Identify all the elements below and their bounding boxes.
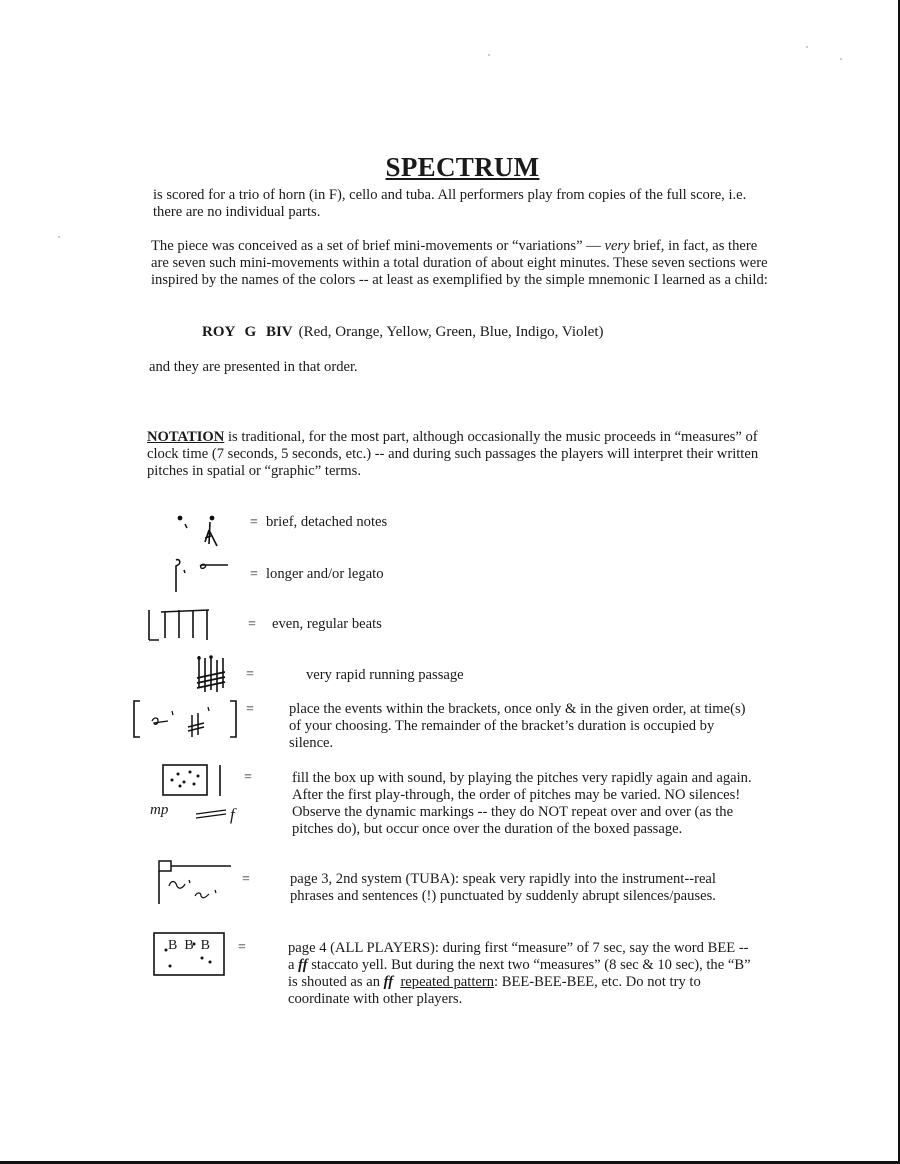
concept-text-cont: brief, in fact, as there are seven such mini-movements within a total duration of about eight minutes. These seven sections were inspired by the names of the colors -- at least as exemplified by the simple mnemonic I learned as a child: xyxy=(151,238,768,288)
regular-beats-icon xyxy=(145,604,211,644)
legend-desc-beats: even, regular beats xyxy=(272,616,382,632)
notation-keyword: NOTATION xyxy=(147,429,225,445)
bee-box-icon xyxy=(150,930,230,980)
legend-desc-soundbox: fill the box up with sound, by playing the pitches very rapidly again and again. After the first play-through, the order of pitches may be varied. NO silences! Observe the dynamic markings -- they do NOT repeat over and over (as the pitches do), but occur once over the duration of the boxed passage. xyxy=(292,770,752,837)
dynamic-mp-marking: mp xyxy=(150,802,169,818)
equals-sign: = xyxy=(238,940,246,955)
legend-desc-bee xyxy=(288,940,753,1008)
equals-sign: = xyxy=(250,567,258,582)
legend-desc-brackets: place the events within the brackets, once only & in the given order, at time(s) of your choosing. The remainder of the bracket’s duration is occupied by silence. xyxy=(289,701,746,751)
bracket-events-icon xyxy=(130,697,242,743)
mnemonic-line xyxy=(202,324,604,341)
notation-paragraph xyxy=(147,429,777,480)
intro-paragraph: is scored for a trio of horn (in F), cello and tuba. All performers play from copies of the full score, i.e. there are no individual parts. xyxy=(153,187,747,220)
dynamic-ff-marking: ff xyxy=(383,974,394,990)
scan-speck xyxy=(806,46,808,48)
legend-desc-legato: longer and/or legato xyxy=(266,566,384,582)
equals-sign: = xyxy=(248,617,256,632)
bee-desc-text-end: : BEE-BEE-BEE, etc. Do not try to coordinate with other players. xyxy=(288,974,701,1007)
scan-speck xyxy=(58,236,60,238)
equals-sign: = xyxy=(250,515,258,530)
concept-paragraph xyxy=(151,238,776,289)
dynamic-ff-marking: ff xyxy=(298,957,308,973)
dynamic-f-marking: f xyxy=(230,805,235,824)
concept-emphasis: very xyxy=(604,238,630,254)
concept-text: The piece was conceived as a set of brief mini-movements or “variations” — xyxy=(151,238,605,254)
mnemonic-expansion: (Red, Orange, Yellow, Green, Blue, Indigo, Violet) xyxy=(298,324,604,340)
notation-text: is traditional, for the most part, although occasionally the music proceeds in “measures” of clock time (7 seconds, 5 seconds, etc.) -- and during such passages the players will interpret their written pitches in spatial or “graphic” terms. xyxy=(147,429,759,479)
page-title: SPECTRUM xyxy=(385,152,540,182)
legend-desc-detached: brief, detached notes xyxy=(266,514,388,530)
equals-sign: = xyxy=(246,667,254,682)
legato-notes-icon xyxy=(170,556,232,596)
bee-box-letters: B B B xyxy=(168,938,211,953)
rapid-passage-icon xyxy=(195,652,231,696)
scan-speck xyxy=(840,58,842,60)
legend-desc-tuba: page 3, 2nd system (TUBA): speak very rapidly into the instrument--real phrases and sentences (!) punctuated by suddenly abrupt silences/pauses. xyxy=(290,871,716,904)
equals-sign: = xyxy=(246,702,254,717)
scan-speck xyxy=(488,54,490,56)
legend-desc-rapid: very rapid running passage xyxy=(306,667,464,683)
sound-box-icon xyxy=(150,762,240,832)
equals-sign: = xyxy=(242,872,250,887)
repeated-pattern-term: repeated pattern xyxy=(400,974,495,990)
bee-desc-text-cont: staccato yell. But during the next two “measures” (8 sec & 10 sec), the “B” is shouted as an xyxy=(288,957,751,990)
bee-desc-text: page 4 (ALL PLAYERS): during first “measure” of 7 sec, say the word BEE -- a xyxy=(288,940,749,973)
speaking-tuba-icon xyxy=(155,858,235,910)
order-note: and they are presented in that order. xyxy=(149,359,358,375)
mnemonic-acronym: ROY G BIV xyxy=(202,324,293,340)
detached-notes-icon xyxy=(175,510,225,552)
equals-sign: = xyxy=(244,770,252,785)
